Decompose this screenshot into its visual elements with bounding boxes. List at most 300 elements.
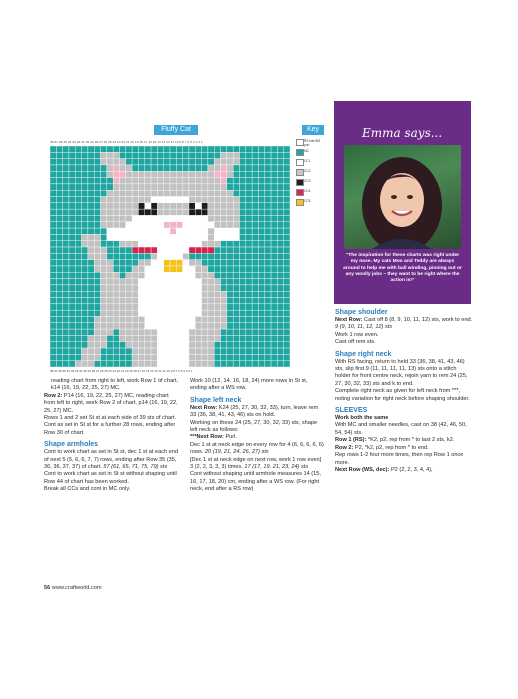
chart-cell [119,159,125,165]
chart-cell [88,310,94,316]
chart-cell [126,329,132,335]
chart-cell [75,253,81,259]
chart-cell [202,247,208,253]
chart-cell [69,234,75,240]
chart-cell [246,159,252,165]
chart-cell [277,184,283,190]
chart-cell [101,279,107,285]
chart-cell [189,285,195,291]
text-p: Working on these 24 (25, 27, 30, 32, 33) sts, shape left neck as follows: [190,419,318,434]
chart-cell [164,215,170,221]
text-p [335,445,473,452]
chart-cell [284,285,290,291]
chart-cell [189,241,195,247]
chart-cell [221,260,227,266]
chart-cell [107,190,113,196]
chart-cell [277,228,283,234]
chart-cell [284,335,290,341]
chart-cell [239,316,245,322]
chart-cell [246,171,252,177]
chart-cell [75,203,81,209]
chart-cell [202,197,208,203]
chart-cell [75,285,81,291]
emma-says-box [334,101,471,304]
chart-cell [119,272,125,278]
chart-cell [284,222,290,228]
chart-cell [107,266,113,272]
chart-cell [63,304,69,310]
chart-cell [132,361,138,367]
chart-cell [119,228,125,234]
chart-cell [63,272,69,278]
chart-cell [63,165,69,171]
chart-cell [183,304,189,310]
chart-cell [265,329,271,335]
chart-cell [126,260,132,266]
chart-cell [246,203,252,209]
chart-cell [157,266,163,272]
key-swatch [296,149,304,156]
chart-cell [138,146,144,152]
chart-cell [277,215,283,221]
chart-cell [151,272,157,278]
chart-cell [88,209,94,215]
chart-cell [170,342,176,348]
chart-cell [277,310,283,316]
chart-cell [246,291,252,297]
chart-cell [50,260,56,266]
chart-cell [75,298,81,304]
chart-cell [170,247,176,253]
chart-cell [227,266,233,272]
chart-cell [75,178,81,184]
chart-cell [157,335,163,341]
chart-cell [101,310,107,316]
chart-cell [233,228,239,234]
chart-cell [183,234,189,240]
chart-cell [63,354,69,360]
chart-cell [132,310,138,316]
chart-cell [132,241,138,247]
chart-cell [50,361,56,367]
chart-cell [75,342,81,348]
chart-cell [239,247,245,253]
chart-cell [126,215,132,221]
chart-cell [88,279,94,285]
chart-cell [50,253,56,259]
chart-cell [138,197,144,203]
chart-cell [183,190,189,196]
chart-cell [94,203,100,209]
heading-sleeves: SLEEVES [335,407,368,415]
chart-cell [151,171,157,177]
chart-cell [101,178,107,184]
chart-cell [75,247,81,253]
chart-cell [189,234,195,240]
chart-cell [82,184,88,190]
chart-cell [132,152,138,158]
chart-cell [101,260,107,266]
chart-cell [195,247,201,253]
chart-cell [227,348,233,354]
chart-cell [170,291,176,297]
chart-cell [107,260,113,266]
chart-cell [107,159,113,165]
chart-cell [94,190,100,196]
chart-cell [239,178,245,184]
chart-cell [258,152,264,158]
chart-cell [56,354,62,360]
chart-cell [277,354,283,360]
chart-cell [138,152,144,158]
chart-cell [239,260,245,266]
chart-cell [271,247,277,253]
chart-cell [239,342,245,348]
chart-cell [221,329,227,335]
chart-cell [138,291,144,297]
chart-cell [170,354,176,360]
chart-cell [56,342,62,348]
chart-cell [138,272,144,278]
chart-cell [170,335,176,341]
chart-cell [119,209,125,215]
chart-cell [271,361,277,367]
chart-cell [69,209,75,215]
chart-cell [63,203,69,209]
chart-cell [157,348,163,354]
chart-cell [265,310,271,316]
chart-cell [252,348,258,354]
chart-cell [258,184,264,190]
chart-cell [208,247,214,253]
chart-cell [138,354,144,360]
chart-cell [214,291,220,297]
chart-cell [258,361,264,367]
sidebar-quote: “The inspiration for these charts was right under my nose. My cats Moo and Teddy are always around to help me with ball winding, pinning out or any woolly jobs – they want to be right where the action is!” [343,253,462,284]
chart-cell [138,335,144,341]
chart-cell [145,178,151,184]
chart-cell [284,266,290,272]
chart-cell [82,279,88,285]
chart-cell [63,171,69,177]
chart-cell [107,361,113,367]
chart-cell [157,354,163,360]
chart-cell [176,329,182,335]
text-p: Rep rows 1-2 four more times, then rep Row 1 once more. [335,452,464,466]
chart-cell [183,323,189,329]
chart-cell [265,285,271,291]
chart-cell [113,342,119,348]
chart-cell [189,361,195,367]
chart-cell [271,329,277,335]
chart-cell [145,159,151,165]
chart-cell [157,159,163,165]
chart-cell [145,260,151,266]
chart-cell [195,203,201,209]
chart-cell [145,190,151,196]
chart-cell [82,304,88,310]
chart-cell [183,316,189,322]
chart-cell [239,291,245,297]
chart-cell [75,159,81,165]
key-label: CC4 [304,189,311,193]
chart-cell [69,247,75,253]
chart-cell [265,165,271,171]
chart-cell [132,279,138,285]
chart-cell [56,348,62,354]
chart-cell [88,329,94,335]
chart-cell [151,323,157,329]
chart-cell [88,285,94,291]
chart-cell [126,159,132,165]
chart-cell [56,197,62,203]
chart-cell [271,323,277,329]
chart-cell [221,184,227,190]
chart-cell [208,152,214,158]
chart-cell [69,310,75,316]
chart-cell [176,348,182,354]
chart-cell [164,197,170,203]
text-p [190,442,324,457]
chart-cell [252,329,258,335]
chart-cell [170,253,176,259]
chart-cell [69,178,75,184]
chart-cell [277,335,283,341]
chart-cell [239,323,245,329]
chart-cell [239,253,245,259]
chart-cell [151,354,157,360]
chart-cell [176,260,182,266]
footer-site: www.craftworld.com [51,585,102,591]
chart-cell [138,184,144,190]
chart-cell [202,209,208,215]
chart-cell [208,316,214,322]
chart-cell [88,272,94,278]
chart-cell [126,209,132,215]
chart-cell [88,171,94,177]
chart-cell [94,178,100,184]
chart-cell [126,272,132,278]
chart-cell [183,146,189,152]
chart-cell [94,348,100,354]
chart-cell [189,291,195,297]
chart-cell [277,260,283,266]
chart-cell [157,190,163,196]
chart-cell [132,203,138,209]
chart-cell [119,197,125,203]
chart-cell [195,272,201,278]
portrait-illustration [344,145,461,249]
chart-cell [63,234,69,240]
chart-cell [50,241,56,247]
chart-cell [265,354,271,360]
chart-cell [258,209,264,215]
chart-cell [252,215,258,221]
portrait-photo [344,145,461,249]
chart-cell [56,241,62,247]
chart-cell [277,316,283,322]
chart-cell [75,215,81,221]
chart-cell [113,253,119,259]
chart-cell [221,323,227,329]
chart-cell [183,266,189,272]
chart-cell [271,215,277,221]
chart-cell [183,241,189,247]
chart-cell [176,316,182,322]
chart-cell [75,316,81,322]
chart-cell [202,234,208,240]
chart-cell [277,152,283,158]
chart-cell [176,291,182,297]
chart-cell [227,310,233,316]
chart-cell [176,178,182,184]
chart-cell [233,323,239,329]
chart-cell [176,266,182,272]
chart-cell [69,304,75,310]
chart-cell [176,279,182,285]
chart-cell [88,316,94,322]
chart-cell [239,304,245,310]
chart-cell [258,178,264,184]
chart-cell [195,209,201,215]
chart-cell [183,215,189,221]
chart-cell [88,260,94,266]
chart-cell [239,197,245,203]
chart-cell [63,335,69,341]
chart-cell [170,298,176,304]
chart-cell [145,329,151,335]
chart-cell [126,285,132,291]
chart-cell [258,323,264,329]
chart-cell [88,152,94,158]
text-span: *K2, p2, rep from * to last 2 sts, k2. [366,437,455,444]
chart-cell [258,159,264,165]
chart-cell [69,228,75,234]
chart-cell [63,285,69,291]
chart-cell [113,228,119,234]
chart-cell [246,310,252,316]
sidebar-heading: Emma says... [362,126,443,140]
chart-cell [107,279,113,285]
chart-cell [50,228,56,234]
chart-cell [246,228,252,234]
chart-cell [56,335,62,341]
chart-cell [246,215,252,221]
key-label: CC5 [304,199,311,203]
chart-cell [202,316,208,322]
chart-cell [69,146,75,152]
chart-cell [176,323,182,329]
chart-cell [202,253,208,259]
chart-cell [239,146,245,152]
chart-cell [202,323,208,329]
chart-cell [189,260,195,266]
chart-cell [195,310,201,316]
chart-cell [195,197,201,203]
chart-cell [164,184,170,190]
chart-cell [50,197,56,203]
chart-cell [50,316,56,322]
chart-cell [82,354,88,360]
chart-cell [195,361,201,367]
chart-cell [176,354,182,360]
chart-cell [183,197,189,203]
chart-cell [94,285,100,291]
chart-cell [151,298,157,304]
chart-cell [69,152,75,158]
chart-cell [101,184,107,190]
chart-cell [82,260,88,266]
chart-cell [88,361,94,367]
chart-cell [239,234,245,240]
chart-cell [258,335,264,341]
chart-cell [176,304,182,310]
chart-cell [176,247,182,253]
chart-cell [189,209,195,215]
chart-cell [151,222,157,228]
chart-cell [271,354,277,360]
chart-cell [195,241,201,247]
chart-cell [56,266,62,272]
chart-cell [183,247,189,253]
chart-cell [176,234,182,240]
chart-cell [246,335,252,341]
chart-cell [157,165,163,171]
chart-cell [151,291,157,297]
chart-cell [101,203,107,209]
chart-cell [176,272,182,278]
chart-cell [151,285,157,291]
column-2 [190,378,324,494]
chart-cell [233,272,239,278]
chart-cell [151,184,157,190]
chart-cell [113,279,119,285]
chart-cell [164,247,170,253]
chart-cell [221,171,227,177]
chart-cell [252,279,258,285]
chart-cell [132,323,138,329]
chart-cell [126,178,132,184]
chart-cell [284,241,290,247]
chart-cell [138,222,144,228]
chart-cell [258,247,264,253]
chart-cell [252,146,258,152]
chart-cell [145,335,151,341]
chart-cell [170,152,176,158]
chart-cell [107,304,113,310]
chart-cell [157,310,163,316]
chart-cell [246,247,252,253]
text-p [190,434,324,441]
chart-cell [208,171,214,177]
chart-cell [265,241,271,247]
chart-cell [151,348,157,354]
chart-cell [183,354,189,360]
chart-cell [50,247,56,253]
chart-cell [189,266,195,272]
chart-cell [126,298,132,304]
chart-cell [214,361,220,367]
chart-cell [138,253,144,259]
chart-cell [107,171,113,177]
chart-cell [132,260,138,266]
chart-cell [126,253,132,259]
chart-cell [164,253,170,259]
chart-cell [214,165,220,171]
chart-cell [252,159,258,165]
text-p: Cont to work chart as set in St st without shaping until Row 44 of chart has been worked. [44,471,177,485]
chart-cell [271,260,277,266]
